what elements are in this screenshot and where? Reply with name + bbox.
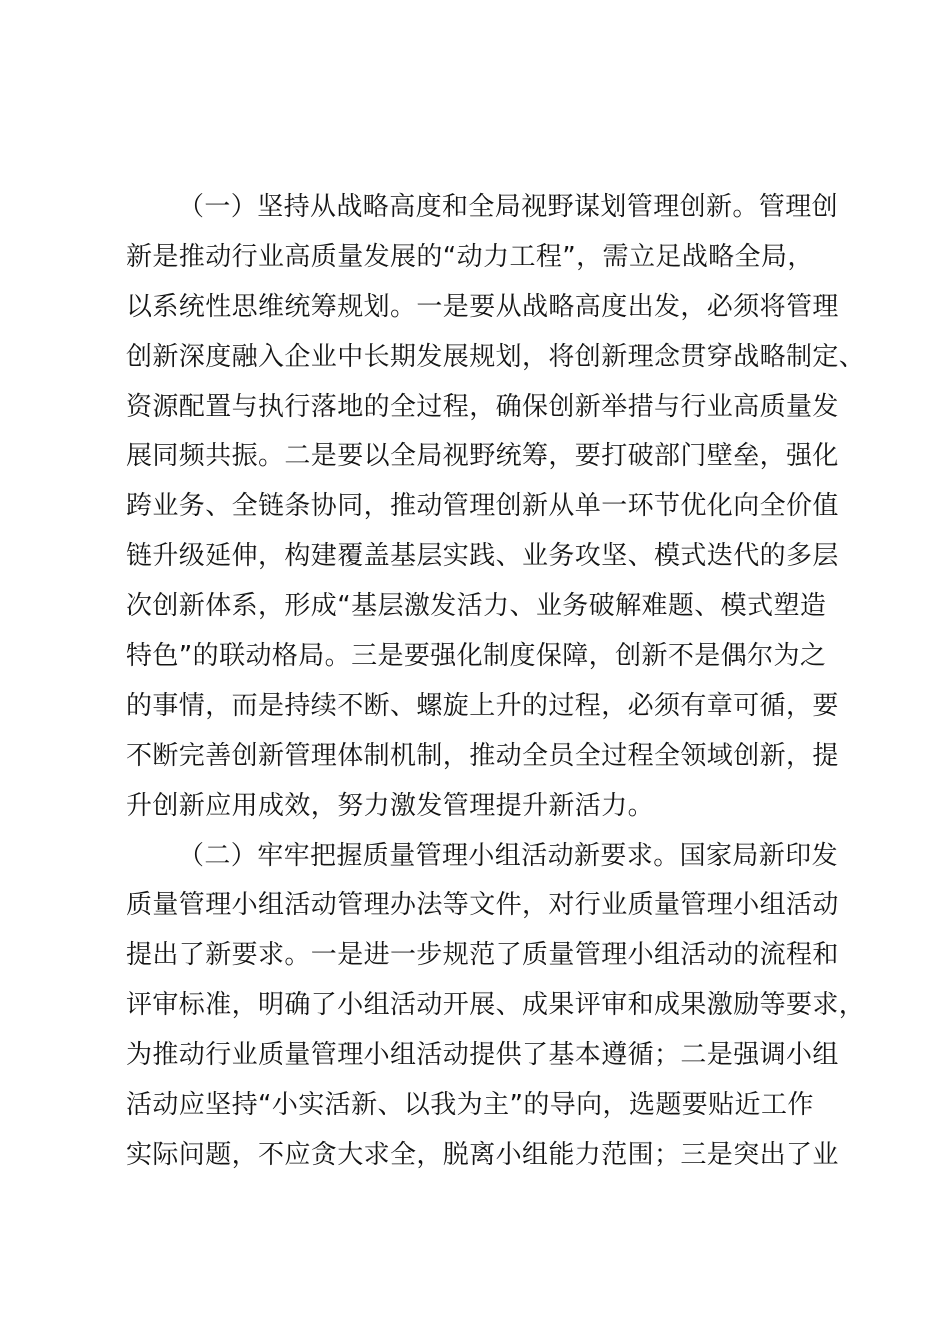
text-line: 链升级延伸，构建覆盖基层实践、业务攻坚、模式迭代的多层 (126, 541, 839, 572)
text-line: （一）坚持从战略高度和全局视野谋划管理创新。管理创 (178, 192, 839, 222)
text-line: 升创新应用成效，努力激发管理提升新活力。 (126, 790, 655, 821)
text-line: 提出了新要求。一是进一步规范了质量管理小组活动的流程和 (126, 940, 839, 971)
text-line: 活动应坚持“小实活新、以我为主”的导向，选题要贴近工作 (126, 1090, 814, 1121)
text-line: 次创新体系，形成“基层激发活力、业务破解难题、模式塑造 (126, 591, 827, 622)
document-body (126, 183, 866, 1181)
text-line: 跨业务、全链条协同，推动管理创新从单一环节优化向全价值 (126, 491, 839, 522)
text-line: 质量管理小组活动管理办法等文件，对行业质量管理小组活动 (126, 890, 839, 921)
text-line: 特色”的联动格局。三是要强化制度保障，创新不是偶尔为之 (126, 641, 827, 672)
text-line: （二）牢牢把握质量管理小组活动新要求。国家局新印发 (178, 840, 839, 871)
text-line: 以系统性思维统筹规划。一是要从战略高度出发，必须将管理 (126, 291, 839, 322)
text-line: 评审标准，明确了小组活动开展、成果评审和成果激励等要求， (126, 990, 866, 1021)
text-line: 资源配置与执行落地的全过程，确保创新举措与行业高质量发 (126, 391, 839, 422)
text-line: 的事情，而是持续不断、螺旋上升的过程，必须有章可循，要 (126, 690, 839, 721)
text-line: 创新深度融入企业中长期发展规划，将创新理念贯穿战略制定、 (126, 341, 866, 372)
text-line: 新是推动行业高质量发展的“动力工程”，需立足战略全局， (126, 241, 814, 272)
text-line: 展同频共振。二是要以全局视野统筹，要打破部门壁垒，强化 (126, 441, 839, 472)
paragraph-2 (126, 832, 866, 1181)
text-line: 为推动行业质量管理小组活动提供了基本遵循；二是强调小组 (126, 1040, 839, 1071)
paragraph-1 (126, 183, 866, 832)
text-line: 不断完善创新管理体制机制，推动全员全过程全领域创新，提 (126, 740, 839, 771)
text-line: 实际问题，不应贪大求全，脱离小组能力范围；三是突出了业 (126, 1139, 839, 1170)
